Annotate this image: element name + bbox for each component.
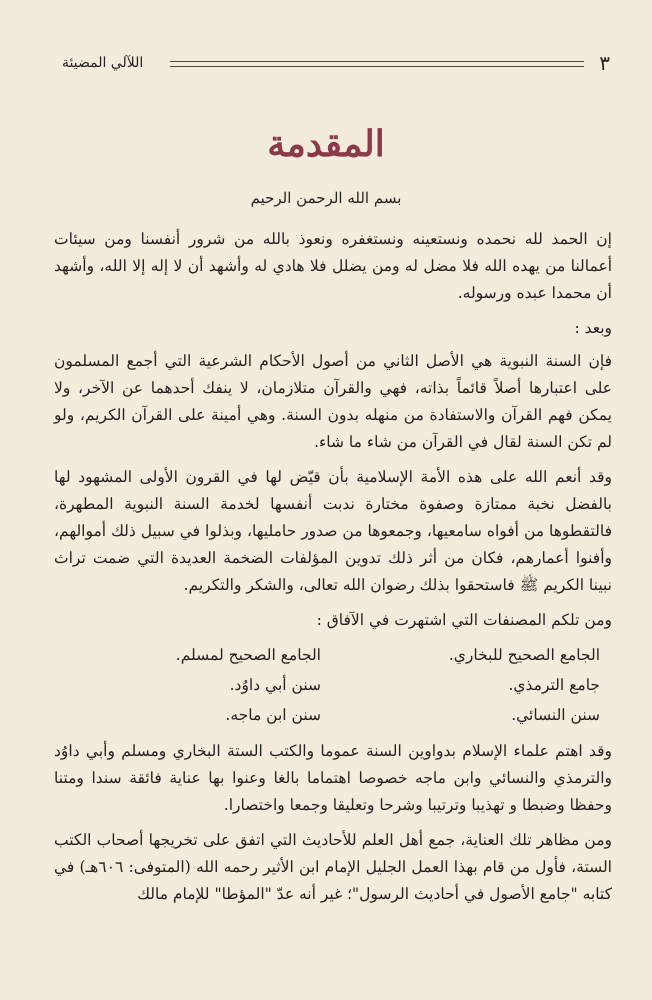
paragraph-wabaad: وبعد : (574, 319, 612, 337)
basmala: بسم الله الرحمن الرحيم (250, 189, 402, 207)
book-item: الجامع الصحيح للبخاري. (448, 646, 600, 664)
paragraph-sunnah: فإن السنة النبوية هي الأصل الثاني من أصول الأحكام الشرعية التي أجمع المسلمون على اعتبارها أصلاً قائماً بذاته، فهي والقرآن متلازمان، لا ينفك أحدهما عن الآخر، ولا يمكن فهم القرآن والاستفادة من منهله بدون السنة. وهي أمينة على القرآن الكريم، ولو لم تكن السنة لقال في القرآن من شاء ما شاء. (54, 352, 612, 451)
paragraph-blessing: وقد أنعم الله على هذه الأمة الإسلامية بأن قيّض لها في القرون الأولى المشهود لها بالفضل نخبة ممتازة وصفوة مختارة ندبت أنفسها لخدمة السنة النبوية المطهرة، فالتقطوها من أفواه سامعيها، وجمعوها من صدور حامليها، وبذلوا في سبيل ذلك أموالهم، وأفنوا أعمارهم، فكان من أثر ذلك تدوين المؤلفات الضخمة العديدة التي ضمت تراث نبينا الكريم ﷺ فاستحقوا بذلك رضوان الله تعالى، والشكر والتكريم. (54, 468, 612, 594)
book-item: جامع الترمذي. (508, 676, 600, 694)
page-header (62, 52, 610, 74)
paragraph-books-intro: ومن تلكم المصنفات التي اشتهرت في الآفاق : (316, 611, 612, 629)
page-title: المقدمة (267, 123, 385, 165)
book-item: سنن النسائي. (511, 706, 600, 724)
body-text (54, 226, 612, 916)
running-title: اللآلي المضيئة (62, 55, 144, 71)
book-item: سنن أبي داوُد. (229, 676, 321, 694)
paragraph-opening: إن الحمد لله نحمده ونستعينه ونستغفره ونعوذ بالله من شرور أنفسنا ومن سيئات أعمالنا من يهده الله فلا مضل له ومن يضلل فلا هادي له وأشهد أن لا إله إلا الله، وأشهد أن محمدا عبده ورسوله. (54, 230, 612, 302)
books-list (54, 640, 612, 730)
header-rule (170, 61, 584, 67)
paragraph-jami-usul: ومن مظاهر تلك العناية، جمع أهل العلم للأحاديث التي اتفق على تخريجها أصحاب الكتب الستة، فأول من قام بهذا العمل الجليل الإمام ابن الأثير رحمه الله (المتوفى: ٦٠٦هـ) في كتابه "جامع الأصول في أحاديث الرسول"؛ غير أنه عدّ "المؤطا" للإمام مالك (54, 831, 612, 903)
paragraph-scholars: وقد اهتم علماء الإسلام بدواوين السنة عموما والكتب الستة البخاري ومسلم وأبي داوُد والترمذي والنسائي وابن ماجه خصوصا اهتماما بالغا وعنوا بها عناية فائقة سندا ومتنا وحفظا وضبطا و تهذيبا وترتيبا وشرحا وتعليقا وجمعا واختصارا. (54, 742, 612, 814)
page-number: ٣ (599, 51, 610, 75)
book-item: الجامع الصحيح لمسلم. (175, 646, 321, 664)
book-item: سنن ابن ماجه. (225, 706, 321, 724)
